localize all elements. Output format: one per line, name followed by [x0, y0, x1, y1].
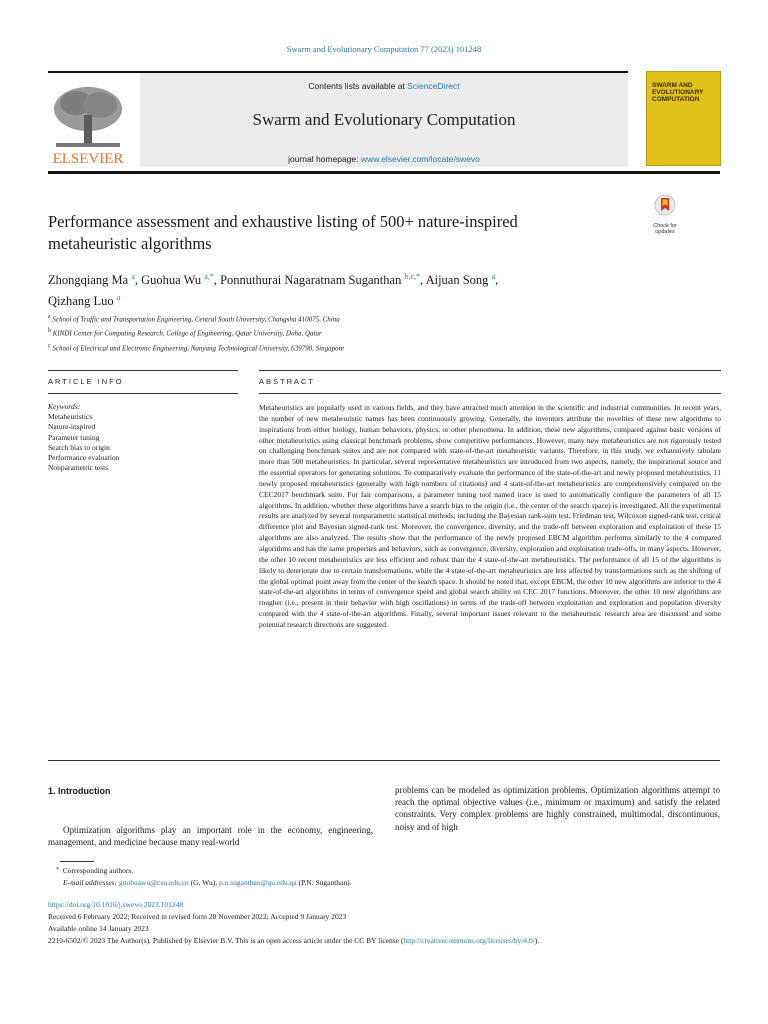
keyword-item: Nonparametric tests: [48, 463, 109, 473]
author-affil-sup[interactable]: a: [491, 272, 496, 281]
journal-title: Swarm and Evolutionary Computation: [252, 110, 516, 129]
keywords-label: Keywords:: [48, 402, 81, 411]
keyword-item: Nature-inspired: [48, 422, 96, 432]
author-name[interactable]: Zhongqiang Ma: [48, 273, 129, 288]
title-line-2: metaheuristic algorithms: [48, 234, 212, 253]
author-name[interactable]: Ponnuthurai Nagaratnam Suganthan: [220, 273, 402, 288]
affiliation-item: [48, 325, 668, 339]
intro-left-paragraph: Optimization algorithms play an important role in the economy, engineering, management, and medicine because many real-world: [48, 825, 373, 848]
affiliation-sup: a: [48, 314, 51, 320]
doi-line: [48, 899, 728, 911]
author-affil-sup[interactable]: a: [131, 272, 135, 281]
journal-citation[interactable]: Swarm and Evolutionary Computation 77 (2023) 101248: [286, 44, 482, 54]
elsevier-wordmark: ELSEVIER: [52, 151, 124, 167]
author-name[interactable]: Guohua Wu: [141, 273, 202, 288]
author-affil-sup[interactable]: a,*: [204, 272, 214, 281]
affiliation-item: [48, 340, 668, 354]
article-title: [48, 211, 628, 255]
author-list: Zhongqiang Ma $^a$, Guohua Wu $^{a,*}$, Ponnuthurai Nagaratnam Suganthan $^{b,c,*}$, Aijuan Song $^a$, Qizhang Luo $^a$: [48, 272, 499, 309]
info-rule-top: [48, 370, 238, 371]
journal-cover[interactable]: [646, 71, 721, 166]
author-name[interactable]: Qizhang Luo: [48, 294, 114, 309]
homepage-line: [140, 154, 628, 164]
intro-right-paragraph: problems can be modeled as optimization problems. Optimization algorithms attempt to reach the optimal objective values (i.e., minimum or maximum) and satisfy the related constraints. Very complex problems are highly constrained, multimodal, discontinuous, noisy and of high: [395, 785, 720, 832]
affiliation-text: School of Traffic and Transportation Engineering, Central South University, Changsha 410075, China: [52, 315, 340, 324]
keyword-item: Performance evaluation: [48, 453, 120, 463]
masthead-center: [140, 73, 628, 167]
abstract-rule-bottom: [259, 393, 721, 394]
article-info-heading: ARTICLE INFO: [48, 377, 124, 386]
abstract-rule-top: [259, 370, 721, 371]
check-for-updates-label: Check for updates: [653, 223, 677, 235]
contents-prefix: Contents lists available at: [308, 81, 408, 91]
affiliation-text: School of Electrical and Electronic Engineering, Nanyang Technological University, 639798, Singapore: [52, 343, 345, 352]
introduction-heading: 1. Introduction: [48, 786, 111, 796]
elsevier-tree-logo: [48, 79, 128, 167]
email-link-suganthan[interactable]: p.n.suganthan@qu.edu.qa: [218, 877, 297, 887]
affiliations: [48, 311, 668, 354]
info-rule-bottom: [48, 393, 238, 394]
title-line-1: Performance assessment and exhaustive listing of 500+ nature-inspired: [48, 212, 518, 231]
keyword-item: Search bias to origin: [48, 442, 110, 452]
license-line: [48, 935, 728, 947]
footnote-spacer: [48, 888, 728, 899]
affiliation-sup: c: [48, 342, 51, 349]
author-name[interactable]: Aijuan Song: [425, 273, 489, 288]
author-affil-sup[interactable]: a: [116, 293, 121, 303]
abstract-end-rule: [48, 760, 720, 761]
email-link-wu[interactable]: guohuawu@csu.edu.cn: [118, 877, 189, 887]
contents-line: [140, 81, 628, 91]
keyword-item: Parameter tuning: [48, 432, 100, 442]
license-link[interactable]: http://creativecommons.org/licenses/by/4.0/: [403, 935, 535, 945]
homepage-link[interactable]: www.elsevier.com/locate/swevo: [360, 154, 480, 164]
email-name-wu: (G. Wu),: [188, 877, 219, 887]
doi-link[interactable]: https://doi.org/10.1016/j.swevo.2023.101248: [48, 900, 184, 910]
asterisk-icon: *: [56, 867, 59, 873]
affiliation-text: KINDI Center for Computing Research, College of Engineering, Qatar University, Doha, Qatar: [52, 329, 322, 338]
received-line: Received 6 February 2022; Received in revised form 28 November 2022; Accepted 9 January 2023: [48, 912, 347, 922]
keywords-block: [48, 402, 238, 473]
check-for-updates-button[interactable]: [649, 194, 681, 234]
author-affil-sup[interactable]: b,c,*: [404, 272, 421, 281]
email-line: [48, 877, 728, 889]
affiliation-item: [48, 311, 668, 325]
cover-title: SWARM AND EVOLUTIONARY COMPUTATION: [652, 82, 704, 103]
keyword-item: Metaheuristics: [48, 412, 93, 422]
masthead-rule: [48, 171, 720, 174]
affiliation-sup: b: [48, 328, 51, 335]
journal-masthead: [48, 71, 628, 169]
bookmark-icon: [654, 194, 676, 218]
email-label: E-mail addresses:: [63, 877, 118, 887]
license-prefix: 2210-6502/© 2023 The Author(s). Published by Elsevier B.V. This is an open access article under the CC BY license (: [48, 935, 404, 945]
corresponding-note: [48, 865, 728, 877]
license-suffix: ).: [534, 935, 540, 945]
abstract-heading: ABSTRACT: [259, 377, 316, 386]
footnotes: [48, 865, 728, 946]
corresponding-text: Corresponding authors.: [62, 866, 134, 875]
sciencedirect-link[interactable]: ScienceDirect: [407, 81, 460, 91]
online-line: Available online 14 January 2023: [48, 923, 149, 933]
email-name-suganthan: (P.N. Suganthan).: [296, 877, 352, 887]
homepage-prefix: journal homepage:: [288, 154, 361, 164]
footnote-rule: [60, 861, 94, 862]
abstract-text: Metaheuristics are popularly used in various fields, and they have attracted much attention in the scientific and industrial communities. In recent years, the number of new metaheuristic names has been continuously growing. Generally, the inventors attribute the novelties of these new algorithms to inspirations from either biology, human behaviors, physics, or other phenomena. In addition, these new algorithms, compared against basic versions of other metaheuristics using classical benchmark problems, show competitive performances. However, many new metaheuristics are not rigorously tested on challenging benchmark suites and are not compared with state-of-the-art metaheuristic variants. Therefore, in this study, we exhaustively tabulate more than 500 metaheuristics. In particular, several representative metaheuristics are introduced from two aspects, namely, the inspirational source and the essential operators for generating solutions. To comparatively evaluate the performance of the state-of-the-art and newly proposed metaheuristics, 11 newly proposed metaheuristics (generally with high numbers of citations) and 4 state-of-the-art metaheuristics are comprehensively compared on the CEC2017 benchmark suite. For fair comparisons, a parameter tuning tool named irace is used to automatically configure the parameters of all 15 algorithms. In addition, whether these algorithms have a search bias to the origin (i.e., the center of the search space) is investigated. All the experimental results are analyzed by several nonparametric statistical methods, including the Bayesian rank-sum test, Friedman test, Wilcoxon signed-rank test, critical difference plot and Bayesian signed-rank test. Moreover, the convergence, diversity, and the trade-off between exploration and exploitation of these 15 algorithms are also analyzed. The results show that the performance of the newly proposed EBCM algorithm performs similarly to the 4 compared algorithms and has the same properties and behaviors, such as convergence, diversity, exploration and exploitation trade-offs, in many aspects. However, the other 10 recent metaheuristics are less efficient and robust than the 4 state-of-the-art metaheuristics. The performance of all 15 of the algorithms is likely to deteriorate due to certain transformations, while the 4 state-of-the-art metaheuristics are less affected by transformations such as the shifting of the global optimal point away from the center of the search space. It should be noted that, except EBCM, the other 10 new algorithms are inferior to the 4 state-of-the-art algorithms in terms of convergence speed and global search ability on CEC 2017 functions. Moreover, the other 10 new algorithms are rougher (i.e., present in their behavior with high oscillations) in terms of the trade-off between exploitation and exploration and population diversity compared with the 4 state-of-the-art algorithms. Finally, several important issues relevant to the metaheuristic research area are discussed and some potential research directions are suggested.: [259, 403, 721, 629]
